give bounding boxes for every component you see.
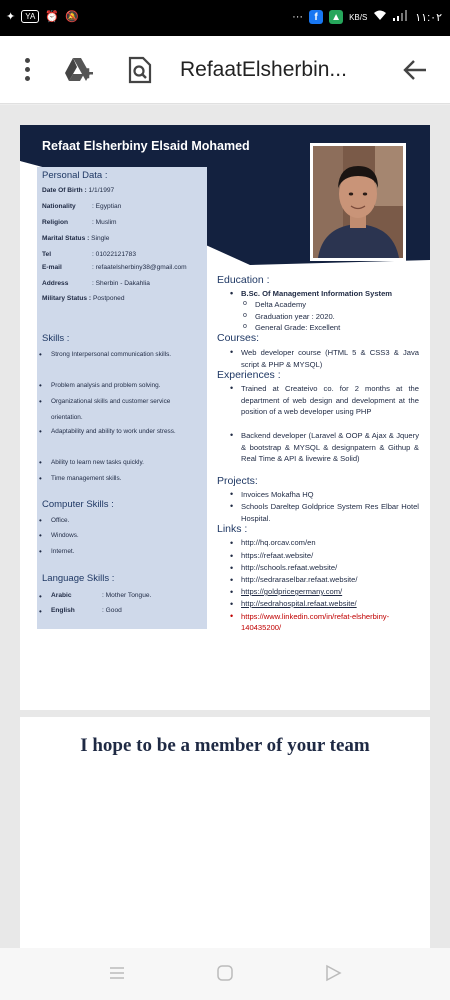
system-nav-bar [0,948,450,1000]
recents-icon[interactable] [108,964,126,987]
courses-heading: Courses: [217,332,260,344]
cv-page-2 [20,717,430,948]
personal-row: E-mail : refaatelsherbiny38@gmail.com [42,264,187,271]
pdf-viewer[interactable] [0,105,450,948]
education-degree: • B.Sc. Of Management Information System [241,288,419,300]
experiences-heading: Experiences : [217,369,281,381]
drive-add-icon[interactable] [64,56,94,89]
language-item: • English : Good [51,607,75,614]
language-skills-heading: Language Skills : [42,573,115,584]
computer-skill-item: • Windows. [51,528,201,544]
notification-dots: ··· [292,11,304,23]
skill-item: • Adaptability and ability to work under stress. [51,424,201,440]
personal-row: Nationality : Egyptian [42,203,122,210]
project-item: • Schools Dareltep Goldprice System Res Elbar Hotel Hospital. [241,501,419,524]
wifi-icon [373,10,387,24]
skills-heading: Skills : [42,333,70,344]
link-item[interactable]: • https://refaat.website/ [241,551,313,560]
skill-item: • Strong Interpersonal communication skills. [51,347,201,363]
more-vert-icon[interactable] [20,58,34,82]
signal-icon [393,10,409,24]
back-triangle-icon[interactable] [324,964,342,987]
cv-page [20,125,430,710]
computer-skill-item: • Internet. [51,544,201,560]
mute-icon: 🔕 [65,11,79,23]
language-item: • Arabic : Mother Tongue. [51,592,72,599]
clock: ١١:٠٢ [415,11,442,24]
status-bar [0,0,450,36]
personal-row: Religion : Muslim [42,219,117,226]
link-item[interactable]: • http://hq.orcav.com/en [241,538,316,547]
computer-skill-item: • Office. [51,513,201,529]
profile-photo [310,143,406,261]
closing-statement: I hope to be a member of your team [80,735,370,756]
skill-item: • Problem analysis and problem solving. [51,378,201,394]
education-item: o Delta Academy [255,300,306,309]
skill-item: • Time management skills. [51,471,201,487]
skill-item: • Organizational skills and customer service orientation. [51,394,201,425]
link-item[interactable]: • http://sedraraselbar.refaat.website/ [241,575,358,584]
computer-skills-heading: Computer Skills : [42,499,114,510]
image-app-icon: ▲ [329,10,343,24]
personal-row: Military Status : Postponed [42,295,125,302]
personal-row: Address : Sherbin - Dakahlia [42,280,150,287]
personal-row: Marital Status : Single [42,235,110,242]
link-item[interactable]: • http://sedrahospital.refaat.website/ [241,599,357,608]
education-item: o Graduation year : 2020. [255,312,335,321]
personal-row: Date Of Birth : 1/1/1997 [42,187,115,194]
app-bar [0,36,450,104]
alarm-icon: ⏰ [45,11,59,23]
sparkle-icon: ✦ [6,11,16,23]
status-chip: YA [21,10,39,23]
find-in-page-icon[interactable] [128,56,152,89]
course-item: • Web developer course (HTML 5 & CSS3 & Java script & PHP & MYSQL) [241,347,419,370]
cv-name: Refaat Elsherbiny Elsaid Mohamed [42,139,250,153]
home-icon[interactable] [216,964,234,987]
links-heading: Links : [217,523,248,535]
projects-heading: Projects: [217,475,258,487]
link-item[interactable]: • https://www.linkedin.com/in/refat-elsherbiny-140435200/ [241,611,411,633]
project-item: • Invoices Mokafha HQ [241,489,419,501]
experience-item: • Backend developer (Laravel & OOP & Ajax & Jquery & bootstrap & MYSQL & designpatern & Githup & Real Time & API & livewire & Solid) [241,430,419,465]
document-title: RefaatElsherbin... [180,58,347,81]
personal-row: Tel : 01022121783 [42,251,137,258]
education-item: o General Grade: Excellent [255,323,340,332]
personal-data-heading: Personal Data : [42,170,108,181]
network-speed: KB/S [349,12,368,22]
link-item[interactable]: • http://schools.refaat.website/ [241,563,337,572]
facebook-icon: f [309,10,323,24]
link-item[interactable]: • https://goldpricegermany.com/ [241,587,342,596]
education-heading: Education : [217,274,270,286]
skill-item: • Ability to learn new tasks quickly. [51,455,201,471]
arrow-back-icon[interactable] [402,58,428,87]
experience-item: • Trained at Createivo co. for 2 months at the department of web design and development at the position of a web developer using PHP [241,383,419,418]
